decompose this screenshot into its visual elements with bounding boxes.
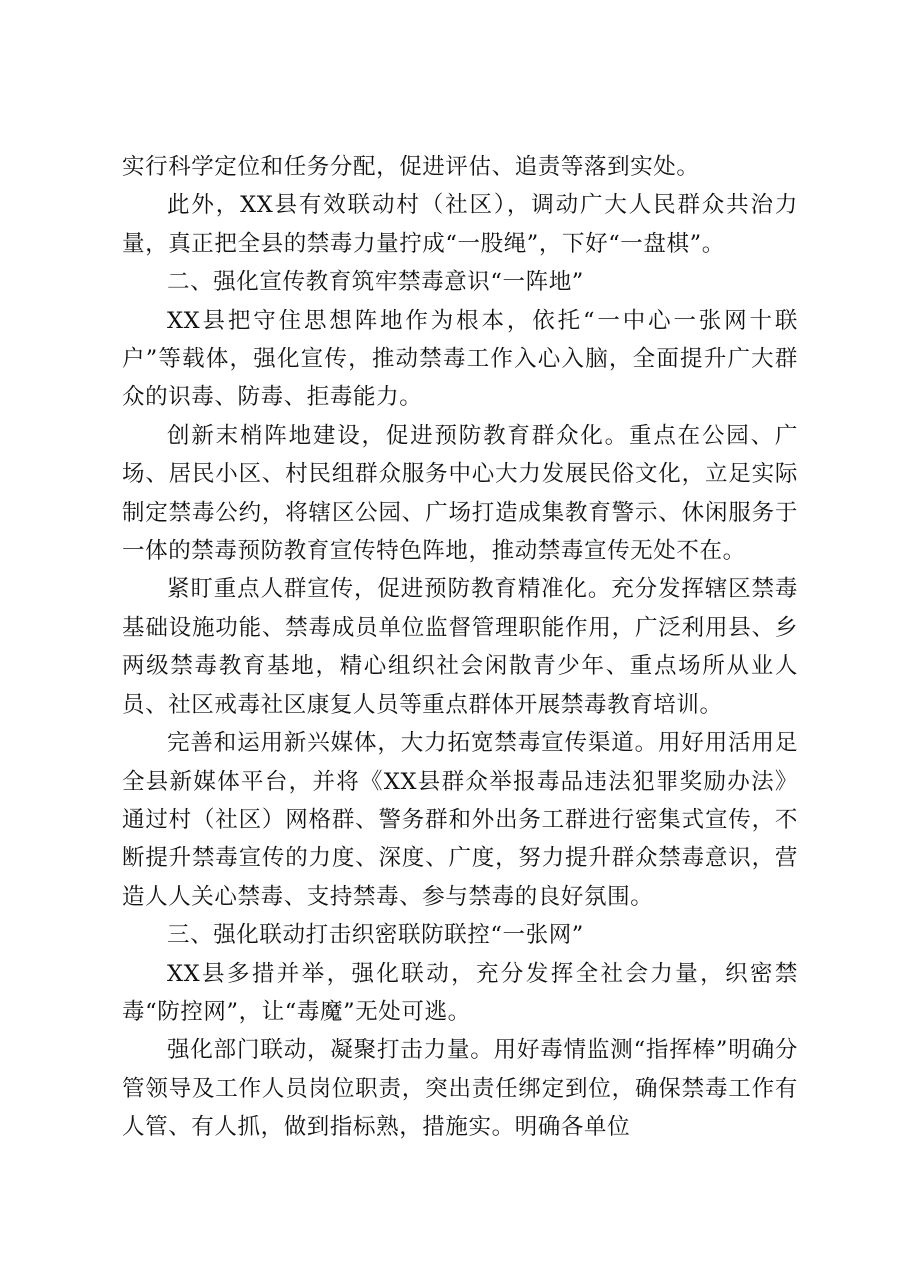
section-heading-publicity: 二、强化宣传教育筑牢禁毒意识“一阵地” xyxy=(167,269,584,296)
document-body xyxy=(122,148,798,1147)
paragraph-continuation: 实行科学定位和任务分配，促进评估、追责等落到实处。 xyxy=(122,154,700,180)
paragraph-publicity-intro: XX县把守住思想阵地作为根本，依托“一中心一张网十联户”等载体，强化宣传，推动禁毒工作入心入脑，全面提升广大群众的识毒、防毒、拒毒能力。 xyxy=(122,307,798,411)
paragraph-key-groups: 紧盯重点人群宣传，促进预防教育精准化。充分发挥辖区禁毒基础设施功能、禁毒成员单位监督管理职能作用，广泛利用县、乡两级禁毒教育基地，精心组织社会闲散青少年、重点场所从业人员、社区戒毒社区康复人员等重点群体开展禁毒教育培训。 xyxy=(122,576,798,718)
paragraph-new-media: 完善和运用新兴媒体，大力拓宽禁毒宣传渠道。用好用活用足全县新媒体平台，并将《XX县群众举报毒品违法犯罪奖励办法》通过村（社区）网格群、警务群和外出务工群进行密集式宣传，不断提升禁毒宣传的力度、深度、广度，努力提升群众禁毒意识，营造人人关心禁毒、支持禁毒、参与禁毒的良好氛围。 xyxy=(122,730,798,910)
paragraph-department-linkage: 强化部门联动，凝聚打击力量。用好毒情监测“指挥棒”明确分管领导及工作人员岗位职责，突出责任绑定到位，确保禁毒工作有人管、有人抓，做到指标熟，措施实。明确各单位 xyxy=(122,1037,798,1141)
paragraph-crackdown-intro: XX县多措并举，强化联动，充分发挥全社会力量，织密禁毒“防控网”，让“毒魔”无处可逃。 xyxy=(122,960,798,1025)
paragraph-linkage-villages: 此外，XX县有效联动村（社区），调动广大人民群众共治力量，真正把全县的禁毒力量拧成“一股绳”，下好“一盘棋”。 xyxy=(122,192,798,257)
paragraph-grassroots-positions: 创新末梢阵地建设，促进预防教育群众化。重点在公园、广场、居民小区、村民组群众服务中心大力发展民俗文化，立足实际制定禁毒公约，将辖区公园、广场打造成集教育警示、休闲服务于一体的禁毒预防教育宣传特色阵地，推动禁毒宣传无处不在。 xyxy=(122,422,798,565)
section-heading-crackdown: 三、强化联动打击织密联防联控“一张网” xyxy=(167,922,584,949)
